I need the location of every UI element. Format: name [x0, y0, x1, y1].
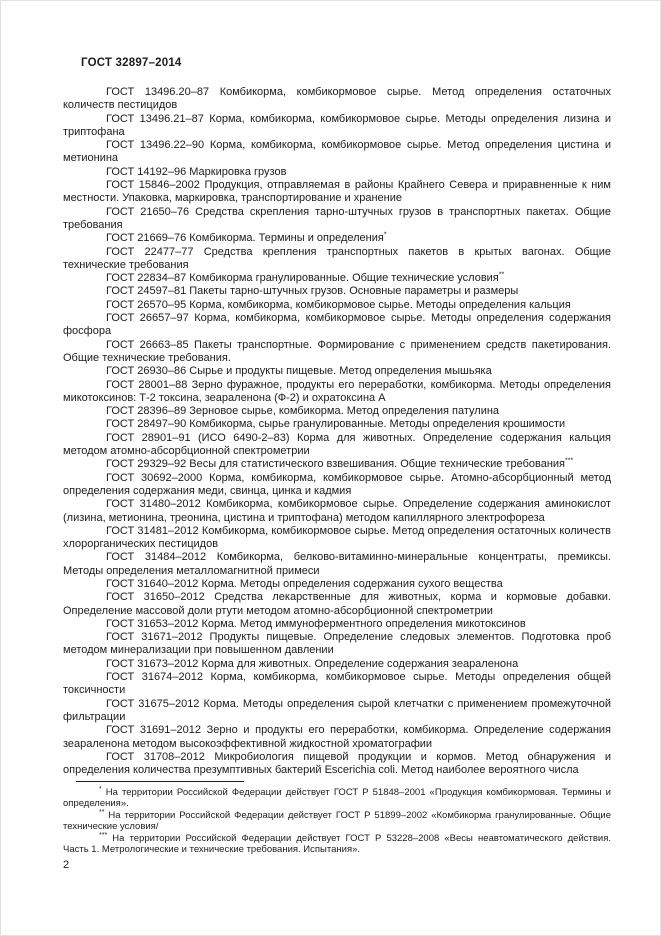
reference-item: ГОСТ 31674–2012 Корма, комбикорма, комбикормовое сырье. Методы определения общей токсичности [63, 671, 611, 697]
reference-item: ГОСТ 26657–97 Корма, комбикорма, комбикормовое сырье. Методы определения содержания фосфора [63, 312, 611, 338]
footnote-marker: * [99, 785, 102, 793]
reference-item: ГОСТ 24597–81 Пакеты тарно-штучных грузов. Основные параметры и размеры [106, 285, 519, 298]
reference-item: ГОСТ 31640–2012 Корма. Методы определения содержания сухого вещества [106, 577, 503, 590]
reference-item: ГОСТ 28901–91 (ИСО 6490-2–83) Корма для животных. Определение содержания кальция методом атомно-абсорбционной спектрометрии [63, 431, 611, 458]
reference-item: ГОСТ 15846–2002 Продукция, отправляемая в районы Крайнего Севера и приравненные к ним местности. Упаковка, маркировка, транспортирование и хранение [63, 179, 611, 205]
reference-item: ГОСТ 28001–88 Зерно фуражное, продукты его переработки, комбикорма. Методы определения микотоксинов: Т-2 токсина, зеараленона (Ф-2) и охратоксина А [63, 378, 611, 404]
reference-item: ГОСТ 26930–86 Сырье и продукты пищевые. Метод определения мышьяка [106, 365, 492, 378]
reference-item: ГОСТ 31671–2012 Продукты пищевые. Определение следовых элементов. Подготовка проб методом минерализации при повышенном давлении [63, 631, 611, 657]
reference-item: ГОСТ 26663–85 Пакеты транспортные. Формирование с применением средств пакетирования. Общие технические требования. [63, 338, 611, 364]
running-header: ГОСТ 32897–2014 [81, 57, 182, 69]
page-number: 2 [63, 859, 70, 871]
reference-item: ГОСТ 31653–2012 Корма. Метод иммуноферментного определения микотоксинов [106, 617, 526, 630]
reference-footnote-marker: * [383, 231, 387, 239]
reference-item: ГОСТ 31484–2012 Комбикорма, белково-витаминно-минеральные концентраты, премиксы. Методы определения металломагнитной примеси [63, 551, 611, 577]
footnote-marker: *** [99, 831, 108, 839]
reference-footnote-marker: ** [498, 271, 505, 279]
reference-item: ГОСТ 21669–76 Комбикорма. Термины и определения* [106, 231, 387, 245]
footnote-marker: ** [99, 808, 105, 816]
reference-item: ГОСТ 13496.21–87 Корма, комбикорма, комбикормовое сырье. Методы определения лизина и триптофана [63, 112, 611, 138]
reference-item: ГОСТ 30692–2000 Корма, комбикорма, комбикормовое сырье. Атомно-абсорбционный метод определения содержания меди, свинца, цинка и кадмия [63, 471, 611, 497]
reference-item: ГОСТ 28497–90 Комбикорма, сырье гранулированные. Методы определения крошимости [106, 418, 566, 431]
reference-item: ГОСТ 31480–2012 Комбикорма, комбикормовое сырье. Определение содержания аминокислот (лизина, метионина, треонина, цистина и триптофана) методом капиллярного электрофореза [63, 498, 611, 524]
footnotes-section [63, 781, 611, 855]
reference-item: ГОСТ 29329–92 Весы для статистического взвешивания. Общие технические требования*** [106, 457, 574, 471]
reference-item: ГОСТ 14192–96 Маркировка грузов [106, 165, 287, 178]
reference-item: ГОСТ 26570–95 Корма, комбикорма, комбикормовое сырье. Методы определения кальция [106, 298, 571, 311]
reference-item: ГОСТ 13496.20–87 Комбикорма, комбикормовое сырье. Метод определения остаточных количеств пестицидов [63, 86, 611, 112]
reference-item: ГОСТ 22477–77 Средства крепления транспортных пакетов в крытых вагонах. Общие технические требования [63, 245, 611, 271]
references-list [63, 86, 611, 777]
reference-item: ГОСТ 31708–2012 Микробиология пищевой продукции и кормов. Метод обнаружения и определения количества презумптивных бактерий Escerichia coli. Метод наиболее вероятного числа [63, 750, 611, 777]
footnotes-list [63, 787, 611, 855]
reference-item: ГОСТ 21650–76 Средства скрепления тарно-штучных грузов в транспортных пакетах. Общие требования [63, 205, 611, 231]
reference-footnote-marker: *** [565, 457, 574, 465]
footnote-item: * На территории Российской Федерации действует ГОСТ Р 51848–2001 «Продукция комбикормовая. Термины и определения». [63, 785, 611, 810]
footnote-item: *** На территории Российской Федерации действует ГОСТ Р 53228–2008 «Весы неавтоматического действия. Часть 1. Метрологические и технические требования. Испытания». [63, 831, 611, 856]
reference-item: ГОСТ 28396–89 Зерновое сырье, комбикорма. Метод определения патулина [106, 405, 500, 418]
reference-item: ГОСТ 22834–87 Комбикорма гранулированные. Общие технические условия** [106, 271, 505, 285]
footnote-item: ** На территории Российской Федерации действует ГОСТ Р 51899–2002 «Комбикорма гранулированные. Общие технические условия/ [63, 808, 611, 833]
reference-item: ГОСТ 31650–2012 Средства лекарственные для животных, корма и кормовые добавки. Определение массовой доли ртути методом атомно-абсорбционной спектрометрии [63, 591, 611, 617]
reference-item: ГОСТ 31675–2012 Корма. Методы определения сырой клетчатки с применением промежуточной фильтрации [63, 697, 611, 723]
reference-item: ГОСТ 31673–2012 Корма для животных. Определение содержания зеараленона [106, 657, 519, 670]
reference-item: ГОСТ 31691–2012 Зерно и продукты его переработки, комбикорма. Определение содержания зеараленона методом высокоэффективной жидкостной хроматографии [63, 724, 611, 750]
reference-item: ГОСТ 31481–2012 Комбикорма, комбикормовое сырье. Метод определения остаточных количеств хлорорганических пестицидов [63, 524, 611, 551]
footnote-rule [76, 781, 244, 782]
reference-item: ГОСТ 13496.22–90 Корма, комбикорма, комбикормовое сырье. Метод определения цистина и метионина [63, 139, 611, 165]
